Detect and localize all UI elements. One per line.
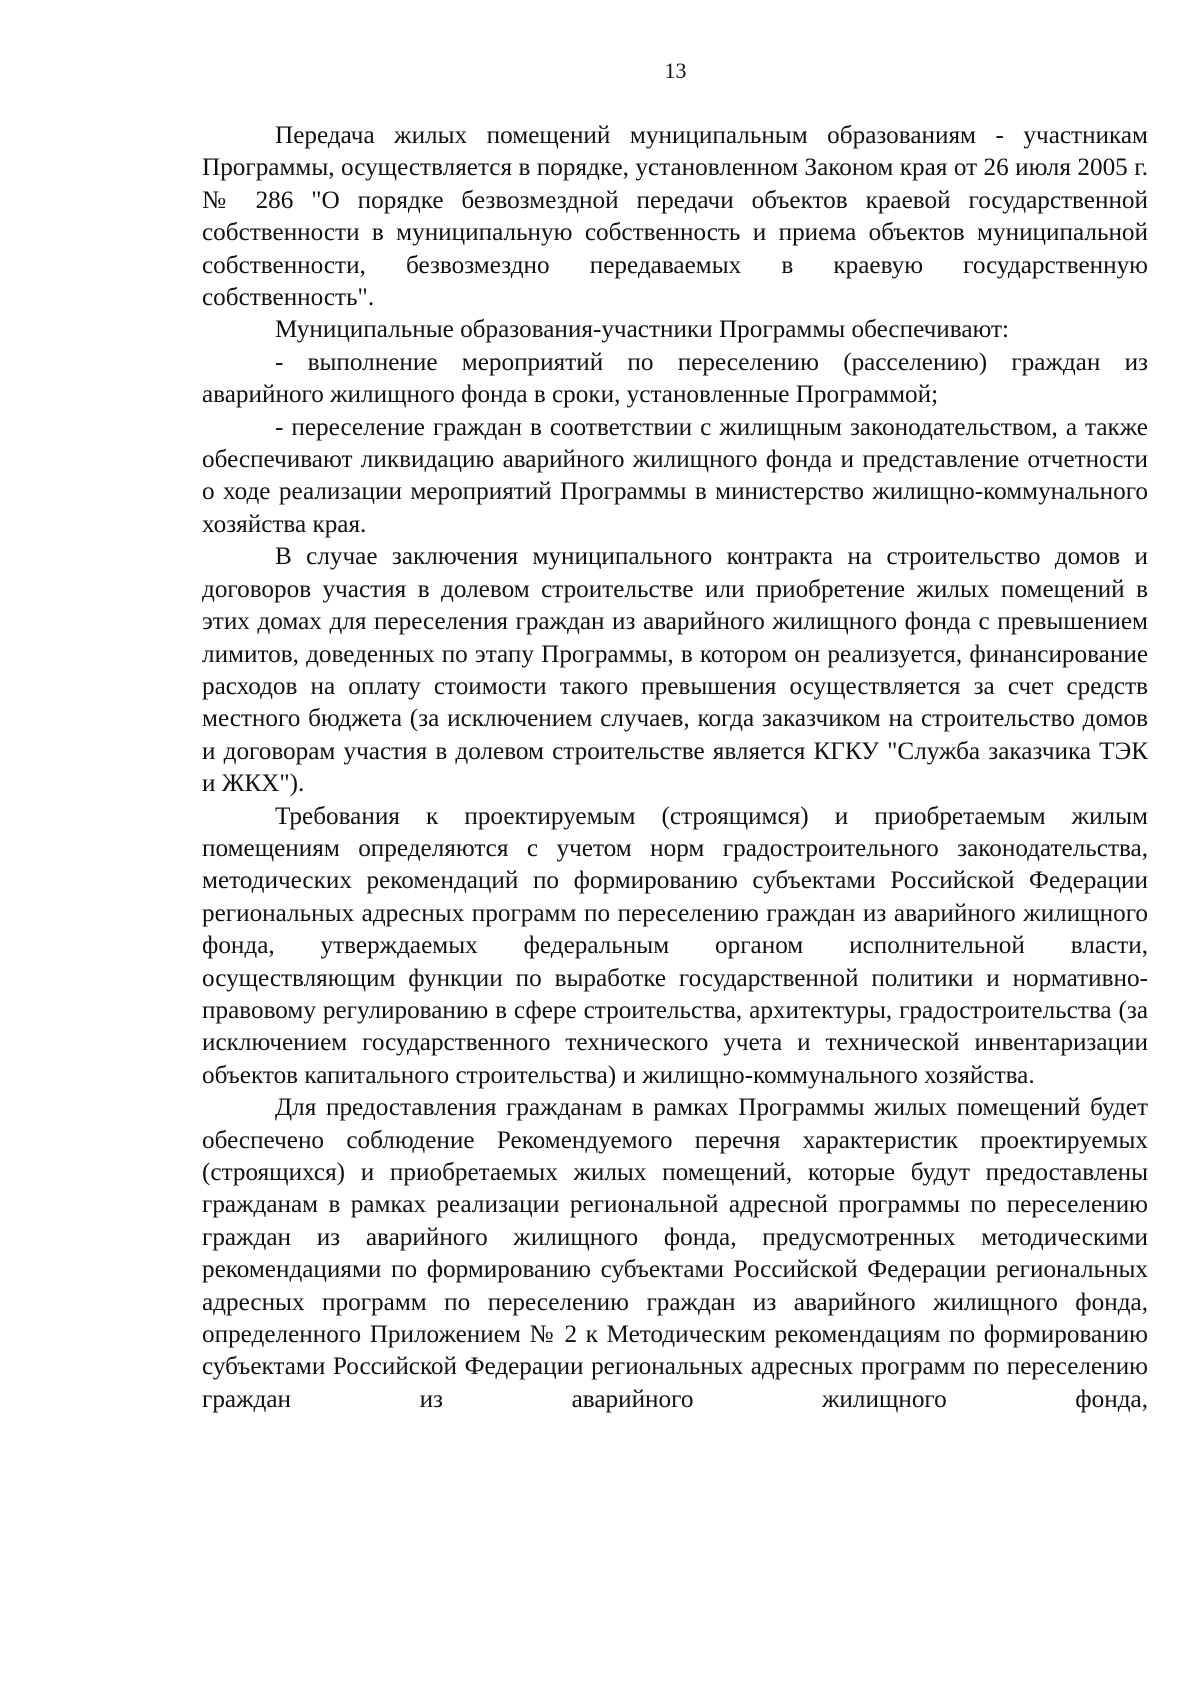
paragraph-recommended-characteristics: Для предоставления гражданам в рамках Программы жилых помещений будет обеспечено соблюдение Рекомендуемого перечня характеристик проектируемых (строящихся) и приобретаемых жилых помещений, которые будут предоставлены гражданам в рамках реализации региональной адресной программы по переселению граждан из аварийного жилищного фонда, предусмотренных методическими рекомендациями по формированию субъектами Российской Федерации региональных адресных программ по переселению граждан из аварийного жилищного фонда, определенного Приложением № 2 к Методическим рекомендациям по формированию субъектами Российской Федерации региональных адресных программ по переселению граждан из аварийного жилищного фонда, [202,1094,1148,1413]
paragraph-housing-requirements: Требования к проектируемым (строящимся) и приобретаемым жилым помещениям определяются с учетом норм градостроительного законодательства, методических рекомендаций по формированию субъектами Российской Федерации региональных адресных программ по переселению граждан из аварийного жилищного фонда, утверждаемых федеральным органом исполнительной власти, осуществляющим функции по выработке государственной политики и нормативно-правовому регулированию в сфере строительства, архитектуры, градостроительства (за исключением государственного технического учета и технической инвентаризации объектов капитального строительства) и жилищно-коммунального хозяйства. [202,802,1148,1089]
list-item-resettlement-measures: - выполнение мероприятий по переселению (расселению) граждан из аварийного жилищного фонда в сроки, установленные Программой; [202,348,1148,409]
paragraph-municipal-obligations-intro: Муниципальные образования-участники Программы обеспечивают: [275,316,1009,344]
page-number: 13 [664,58,687,83]
paragraph-transfer-of-housing: Передача жилых помещений муниципальным образованиям - участникам Программы, осуществляется в порядке, установленном Законом края от 26 июля 2005 г. № 286 "О порядке безвозмездной передачи объектов краевой государственной собственности в муниципальную собственность и приема объектов муниципальной собственности, безвозмездно передаваемых в краевую государственную собственность". [202,122,1148,312]
document-body [202,120,1148,1416]
paragraph-limit-excess-financing: В случае заключения муниципального контракта на строительство домов и договоров участия в долевом строительстве или приобретение жилых помещений в этих домах для переселения граждан из аварийного жилищного фонда с превышением лимитов, доведенных по этапу Программы, в котором он реализуется, финансирование расходов на оплату стоимости такого превышения осуществляется за счет средств местного бюджета (за исключением случаев, когда заказчиком на строительство домов и договорам участия в долевом строительстве является КГКУ "Служба заказчика ТЭК и ЖКХ"). [202,543,1148,798]
list-item-resettlement-per-law: - переселение граждан в соответствии с жилищным законодательством, а также обеспечивают ликвидацию аварийного жилищного фонда и представление отчетности о ходе реализации мероприятий Программы в министерство жилищно-коммунального хозяйства края. [202,413,1148,538]
